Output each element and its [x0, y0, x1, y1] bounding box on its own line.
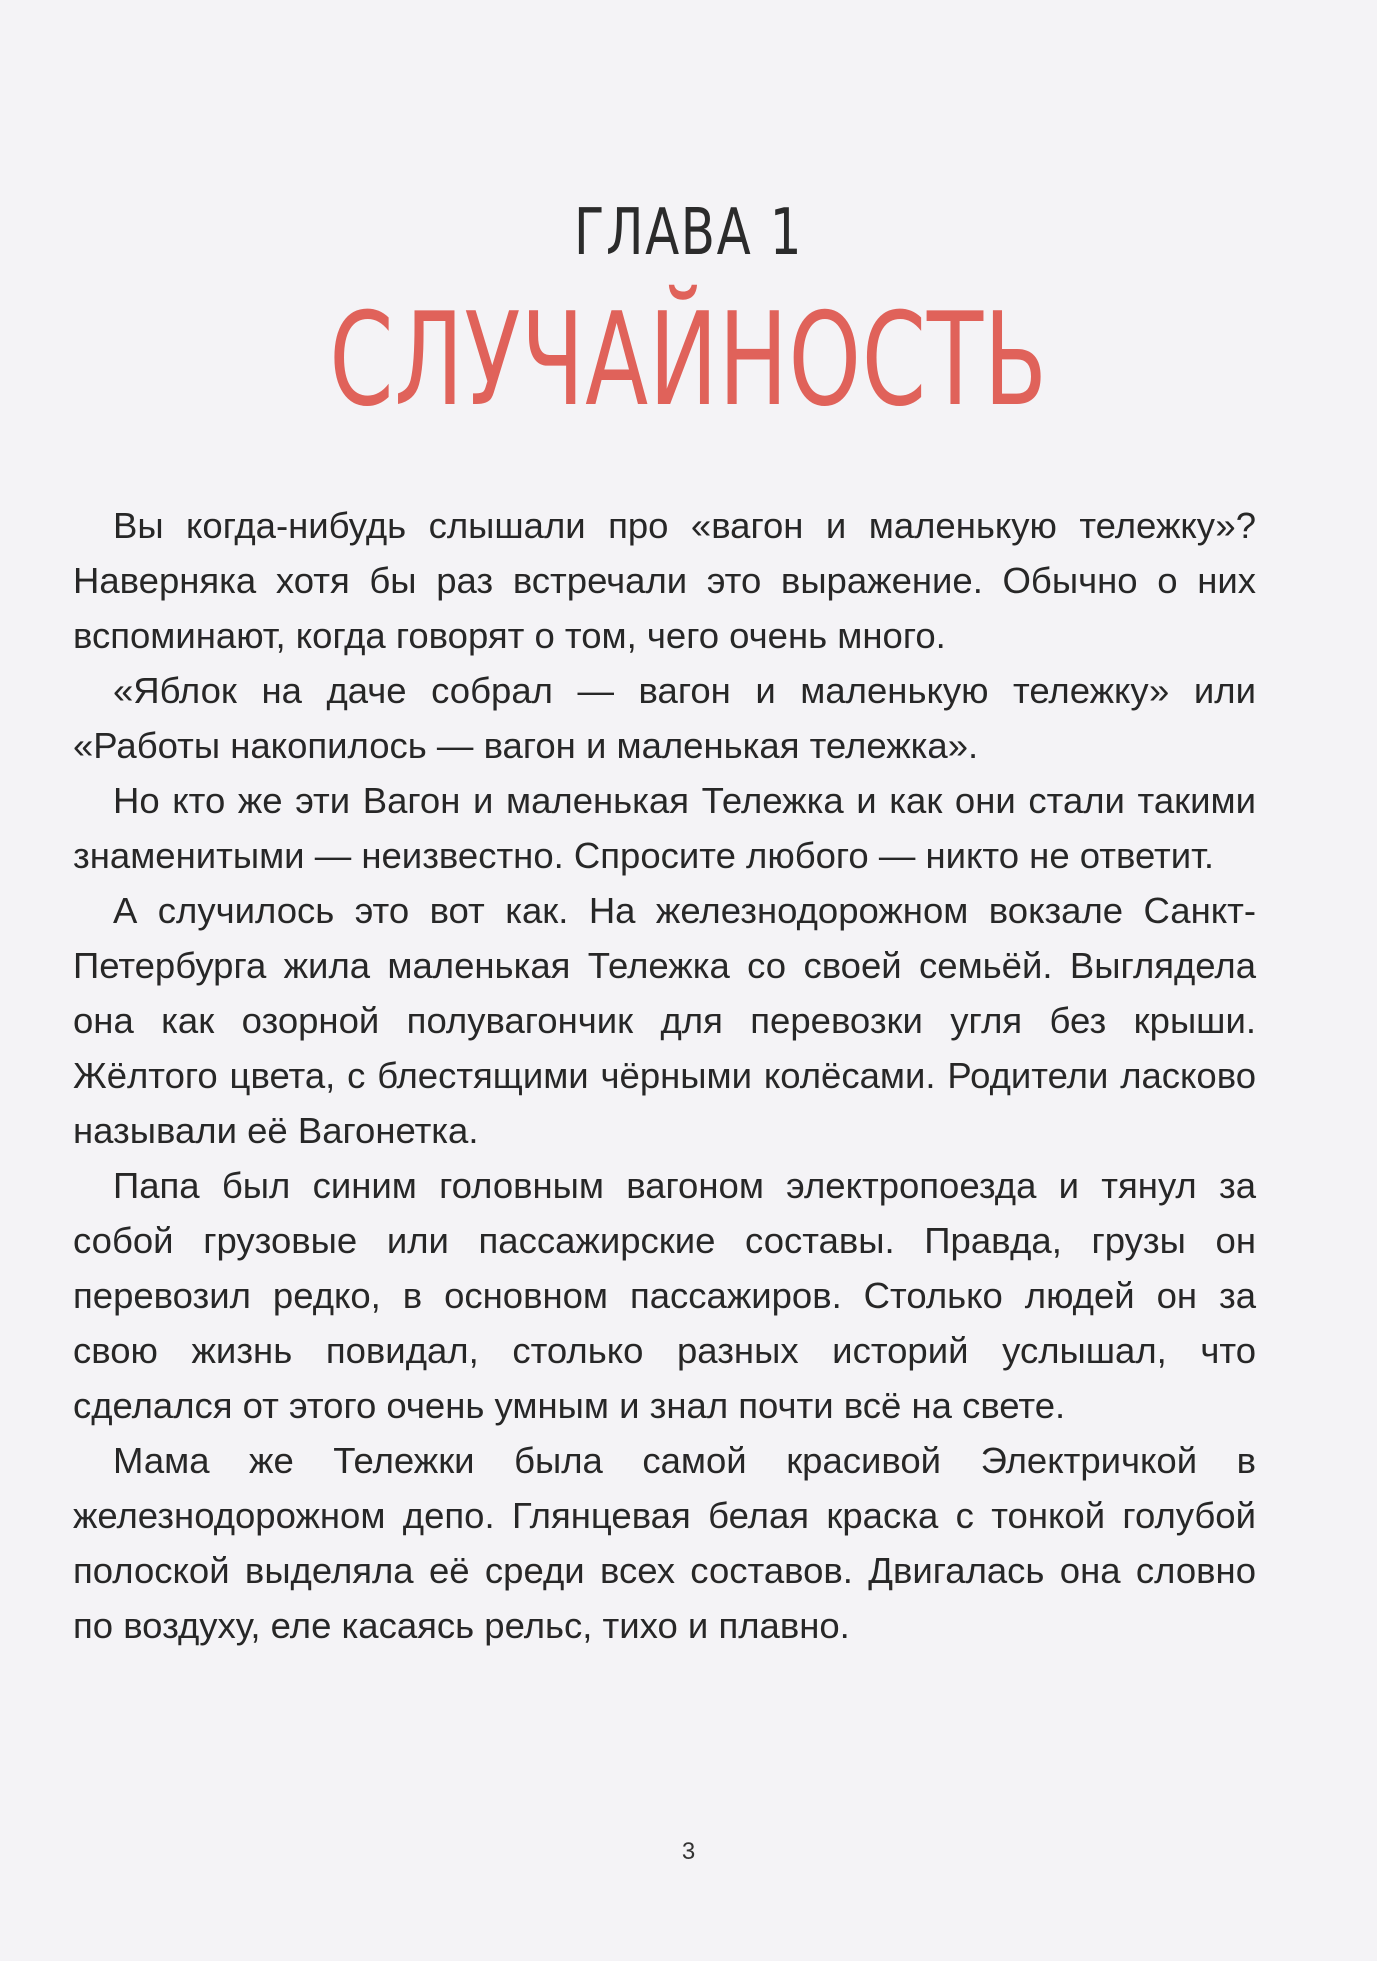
paragraph: «Яблок на даче собрал — вагон и маленькую тележку» или «Работы накопилось — вагон и маленькая тележка». [73, 670, 1256, 766]
paragraph: Вы когда-нибудь слышали про «вагон и маленькую тележку»? Наверняка хотя бы раз встречали это выражение. Обычно о них вспоминают, когда говорят о том, чего очень много. [73, 505, 1256, 656]
chapter-label: ГЛАВА 1 [573, 196, 804, 270]
page-number: 3 [681, 1838, 696, 1865]
body-text [73, 498, 1256, 1653]
chapter-title: СЛУЧАЙНОСТЬ [329, 286, 1048, 435]
paragraph: Но кто же эти Вагон и маленькая Тележка и как они стали такими знаменитыми — неизвестно. Спросите любого — никто не ответит. [73, 780, 1256, 876]
paragraph: А случилось это вот как. На железнодорожном вокзале Санкт-Петербурга жила маленькая Тележка со своей семьёй. Выглядела она как озорной полувагончик для перевозки угля без крыши. Жёлтого цвета, с блестящими чёрными колёсами. Родители ласково называли её Вагонетка. [73, 890, 1256, 1151]
paragraph: Папа был синим головным вагоном электропоезда и тянул за собой грузовые или пассажирские составы. Правда, грузы он перевозил редко, в основном пассажиров. Столько людей он за свою жизнь повидал, столько разных историй услышал, что сделался от этого очень умным и знал почти всё на свете. [73, 1165, 1256, 1426]
paragraph: Мама же Тележки была самой красивой Электричкой в железнодорожном депо. Глянцевая белая краска с тонкой голубой полоской выделяла её среди всех составов. Двигалась она словно по воздуху, еле касаясь рельс, тихо и плавно. [73, 1440, 1256, 1646]
